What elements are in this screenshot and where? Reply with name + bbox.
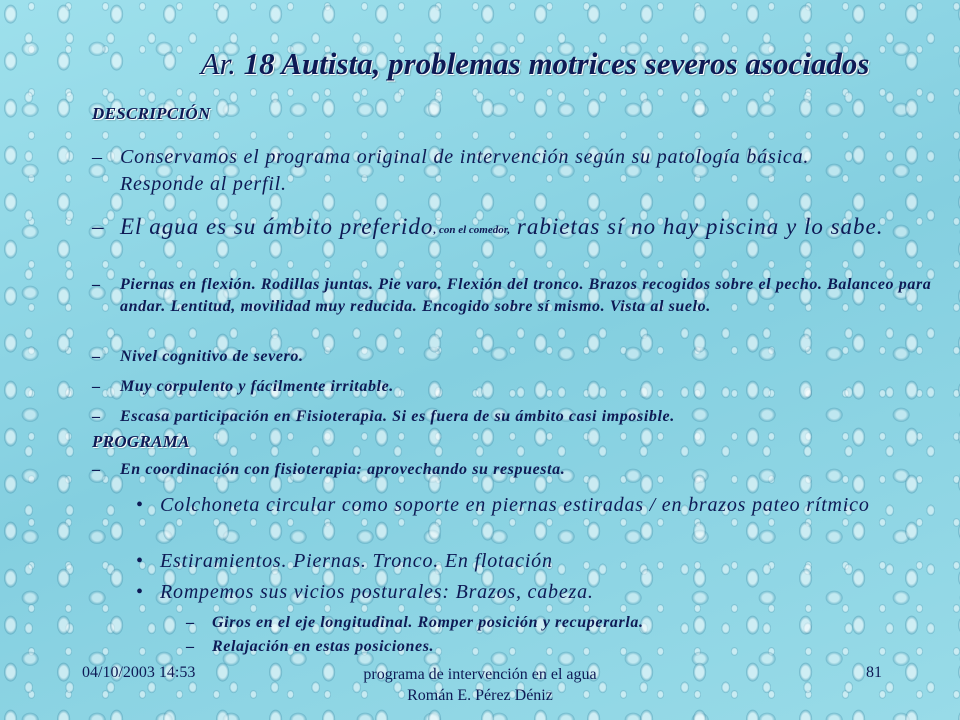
list-item — [92, 376, 942, 398]
title-prefix: Ar. — [200, 46, 236, 81]
item-text: Nivel cognitivo de severo. — [120, 348, 304, 365]
dash-bullet: – — [186, 638, 195, 655]
dash-bullet: – — [92, 378, 101, 395]
item-text-part-1: El agua es su ámbito preferido — [120, 214, 434, 239]
title-number: 18 — [243, 46, 275, 81]
bullet-item — [136, 549, 936, 573]
list-item — [92, 346, 942, 368]
dash-bullet: – — [92, 348, 101, 365]
item-text: Muy corpulento y fácilmente irritable. — [120, 378, 394, 395]
item-text: En coordinación con fisioterapia: aprovechando su respuesta. — [120, 461, 566, 478]
item-text-part-2: rabietas sí no hay piscina y lo sabe. — [510, 214, 884, 239]
dash-bullet: – — [92, 408, 101, 425]
dash-bullet: – — [92, 214, 105, 239]
footer-page-number: 81 — [866, 664, 882, 681]
item-text-small: , con el comedor, — [433, 224, 511, 236]
list-item — [92, 406, 942, 428]
item-text: Escasa participación en Fisioterapia. Si es fuera de su ámbito casi imposible. — [120, 408, 675, 425]
list-item — [92, 214, 942, 243]
bullet-text: Rompemos sus vicios posturales: Brazos, cabeza. — [160, 581, 594, 603]
footer-program-title: programa de intervención en el agua — [363, 666, 597, 683]
bullet-dot: • — [136, 581, 144, 603]
bullet-item — [136, 580, 936, 604]
sub-item — [186, 636, 926, 658]
footer-center — [300, 664, 660, 706]
list-item — [92, 459, 942, 481]
section-heading-programa: PROGRAMA — [92, 432, 190, 451]
item-text — [120, 144, 942, 198]
bullet-item — [136, 493, 936, 517]
item-text: Piernas en flexión. Rodillas juntas. Pie varo. Flexión del tronco. Brazos recogidos sobre el pecho. Balanceo para andar. Lentitud, movilidad muy reducida. Encogido sobre sí mismo. Vista al suelo. — [120, 276, 932, 315]
section-heading-descripcion: DESCRIPCIÓN — [92, 104, 211, 123]
dash-bullet: – — [92, 276, 101, 293]
footer-author: Román E. Pérez Déniz — [407, 687, 553, 704]
bullet-text: Estiramientos. Piernas. Tronco. En flotación — [160, 550, 553, 572]
footer-date: 04/10/2003 14:53 — [82, 664, 196, 681]
sub-item-text: Relajación en estas posiciones. — [212, 638, 435, 655]
item-line-1: Conservamos el programa original de intervención según su patología básica. — [120, 146, 810, 168]
item-text — [120, 214, 942, 243]
dash-bullet: – — [186, 614, 195, 631]
sub-item-text: Giros en el eje longitudinal. Romper posición y recuperarla. — [212, 614, 644, 631]
dash-bullet: – — [92, 146, 103, 168]
sub-item — [186, 612, 926, 634]
bullet-text: Colchoneta circular como soporte en piernas estiradas / en brazos pateo rítmico — [160, 494, 870, 516]
list-item — [92, 144, 942, 198]
slide-title — [0, 46, 960, 82]
bullet-dot: • — [136, 550, 144, 572]
list-item — [92, 274, 942, 318]
bullet-dot: • — [136, 494, 144, 516]
title-main: Autista, problemas motrices severos asociados — [281, 46, 870, 81]
dash-bullet: – — [92, 461, 101, 478]
item-line-2: Responde al perfil. — [120, 173, 287, 195]
